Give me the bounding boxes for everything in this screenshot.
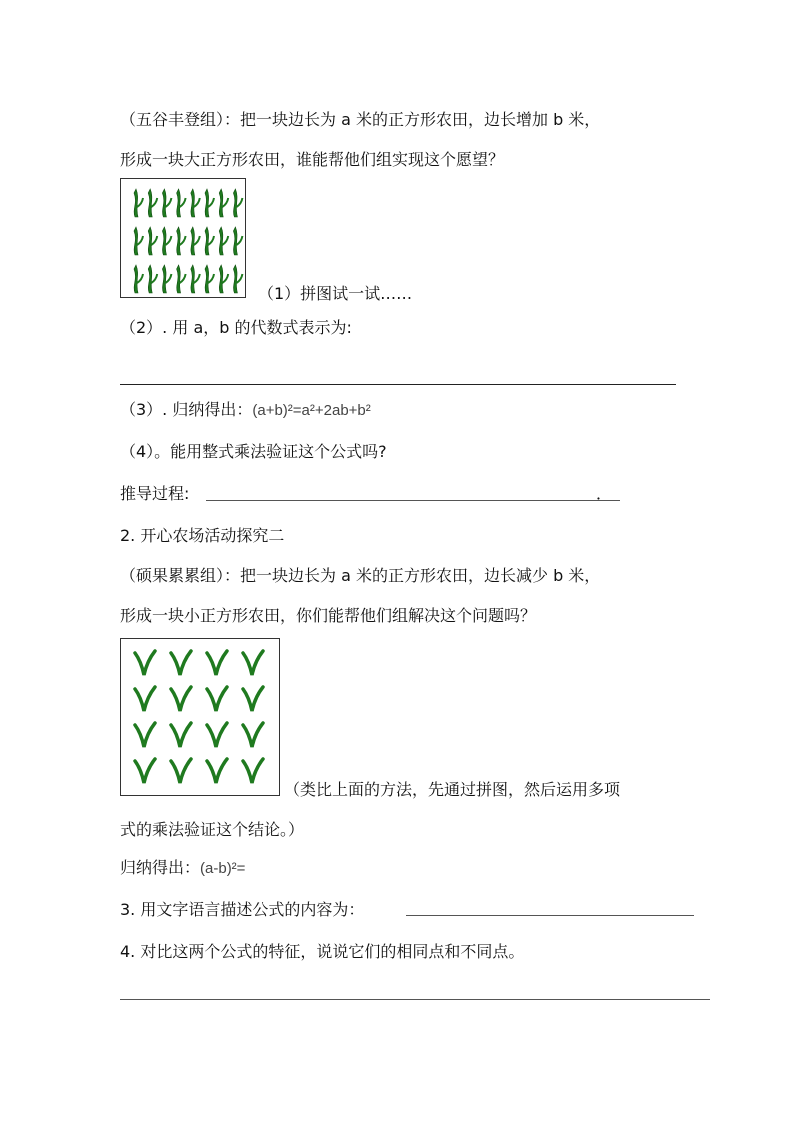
item-4-answer-line xyxy=(120,999,710,1000)
sprout-icon xyxy=(243,723,263,747)
derivation-label: 推导过程: xyxy=(120,484,190,503)
wheat-stalk-icon xyxy=(205,189,214,217)
section2-caption-line1: （类比上面的方法，先通过拼图，然后运用多项 xyxy=(284,780,621,799)
item-4: 4. 对比这两个公式的特征，说说它们的相同点和不同点。 xyxy=(120,942,525,961)
item-3: 3. 用文字语言描述公式的内容为： xyxy=(120,900,365,919)
question-2: （2）. 用 a，b 的代数式表示为: xyxy=(120,318,352,337)
question-4: （4）。能用整式乘法验证这个公式吗? xyxy=(120,442,387,461)
wheat-stalk-icon xyxy=(148,189,157,217)
question-3-label: （3）. 归纳得出： xyxy=(120,400,253,419)
wheat-stalk-icon xyxy=(148,265,157,293)
section2-intro-line1: （硕果累累组）：把一块边长为 a 米的正方形农田，边长减少 b 米， xyxy=(120,566,601,585)
sprout-icon xyxy=(243,651,263,675)
wheat-stalk-icon xyxy=(219,265,228,293)
answer-line xyxy=(120,384,676,385)
sprout-icon xyxy=(171,687,191,711)
wheat-stalk-icon xyxy=(148,227,157,255)
wheat-stalk-icon xyxy=(134,189,143,217)
section1-intro-line2: 形成一块大正方形农田，谁能帮他们组实现这个愿望？ xyxy=(120,150,505,169)
conclusion xyxy=(120,858,245,879)
section2-caption-line2: 式的乘法验证这个结论。） xyxy=(120,820,305,839)
wheat-stalk-icon xyxy=(219,227,228,255)
wheat-stalk-icon xyxy=(134,227,143,255)
wheat-field-figure xyxy=(120,178,246,298)
sprout-icon xyxy=(135,651,155,675)
wheat-stalk-icon xyxy=(191,227,200,255)
wheat-field-icon xyxy=(121,179,245,297)
wheat-stalk-icon xyxy=(233,265,242,293)
wheat-stalk-icon xyxy=(177,227,186,255)
sprout-icon xyxy=(207,723,227,747)
sprout-icon xyxy=(135,759,155,783)
section2-heading: 2. 开心农场活动探究二 xyxy=(120,526,285,545)
sprout-icon xyxy=(207,651,227,675)
wheat-stalk-icon xyxy=(177,189,186,217)
wheat-stalk-icon xyxy=(134,265,143,293)
wheat-stalk-icon xyxy=(233,227,242,255)
section2-intro-line2: 形成一块小正方形农田，你们能帮他们组解决这个问题吗？ xyxy=(120,606,537,625)
wheat-stalk-icon xyxy=(177,265,186,293)
wheat-stalk-icon xyxy=(162,227,171,255)
sprout-icon xyxy=(135,723,155,747)
sprout-field-figure xyxy=(120,638,280,796)
sprout-icon xyxy=(207,759,227,783)
derivation-tail: ． xyxy=(596,484,613,503)
question-3 xyxy=(120,400,371,421)
sprout-icon xyxy=(243,759,263,783)
sprout-icon xyxy=(171,723,191,747)
sprout-icon xyxy=(135,687,155,711)
wheat-stalk-icon xyxy=(205,227,214,255)
figure1-caption: （1）拼图试一试…… xyxy=(258,284,413,303)
sprout-icon xyxy=(207,687,227,711)
item-3-answer-line xyxy=(406,915,694,916)
formula-a-plus-b: (a+b)²=a²+2ab+b² xyxy=(252,402,371,419)
section1-intro-line1: （五谷丰登组）：把一块边长为 a 米的正方形农田，边长增加 b 米， xyxy=(120,110,601,129)
wheat-stalk-icon xyxy=(219,189,228,217)
sprout-field-icon xyxy=(121,639,279,795)
derivation-answer-line xyxy=(206,500,620,501)
wheat-stalk-icon xyxy=(162,189,171,217)
sprout-icon xyxy=(243,687,263,711)
wheat-stalk-icon xyxy=(162,265,171,293)
sprout-icon xyxy=(171,651,191,675)
sprout-icon xyxy=(171,759,191,783)
wheat-stalk-icon xyxy=(191,265,200,293)
wheat-stalk-icon xyxy=(233,189,242,217)
formula-a-minus-b: (a-b)²= xyxy=(200,860,246,877)
conclusion-label: 归纳得出： xyxy=(120,858,201,877)
wheat-stalk-icon xyxy=(205,265,214,293)
wheat-stalk-icon xyxy=(191,189,200,217)
